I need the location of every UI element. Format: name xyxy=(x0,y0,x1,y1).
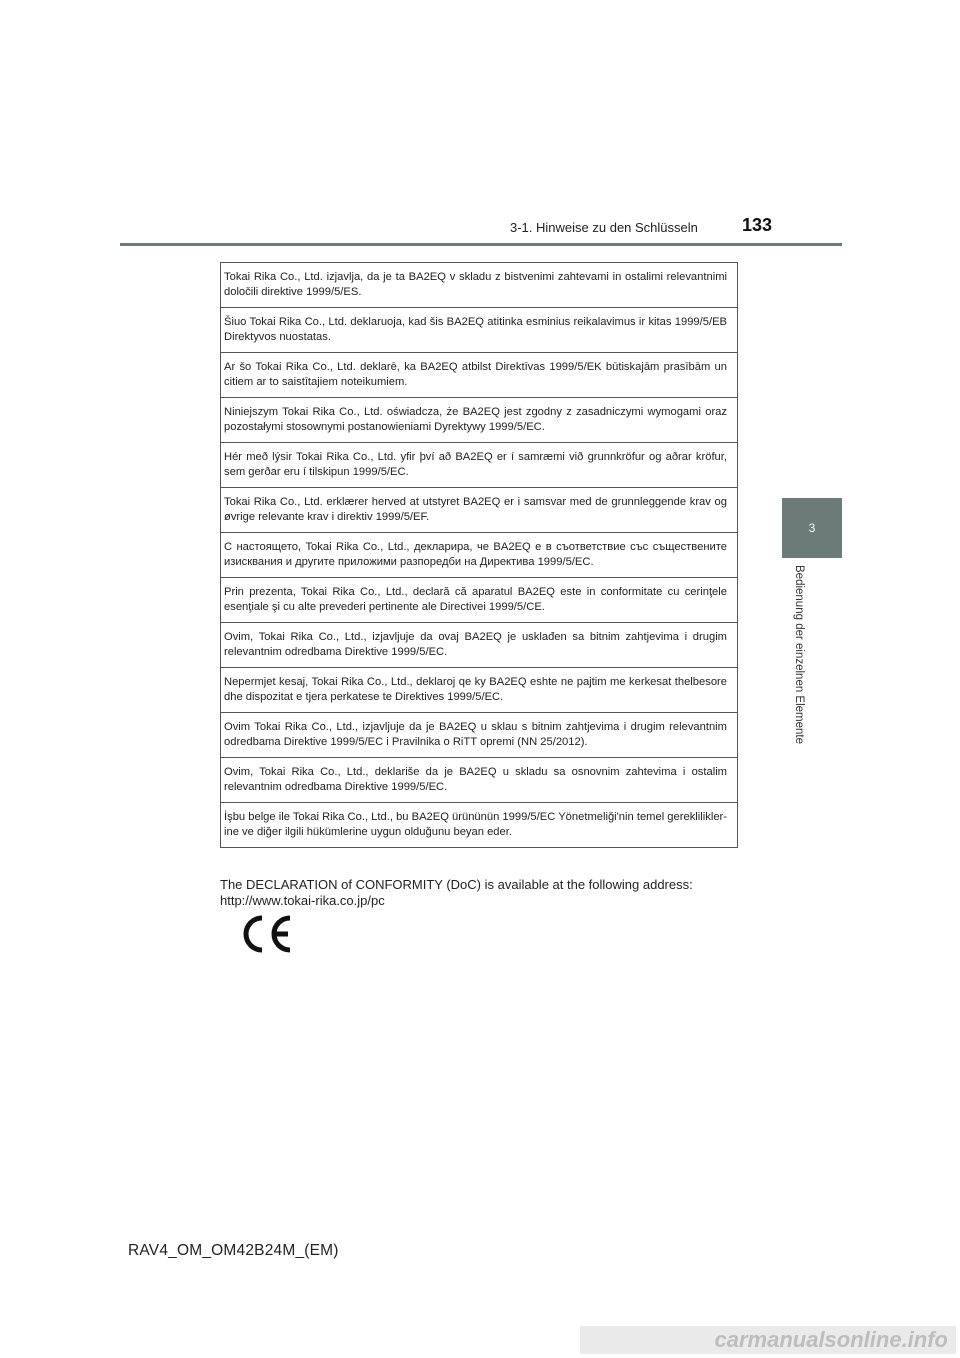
declaration-table xyxy=(220,262,738,848)
table-row xyxy=(221,398,738,443)
table-row xyxy=(221,668,738,713)
ce-mark-icon xyxy=(236,912,296,956)
table-row xyxy=(221,263,738,308)
declaration-cell: Nepermjet kesaj, Tokai Rika Co., Ltd., deklaroj qe ky BA2EQ eshte ne pajtim me kerkesat thelbesore dhe dispozitat e tjera perkatese te Direktives 1999/5/EC. xyxy=(221,668,738,713)
declaration-cell: Tokai Rika Co., Ltd. izjavlja, da je ta BA2EQ v skladu z bistvenimi zahtevami in ostalimi relevantnimi določili direktive 1999/5/ES. xyxy=(221,263,738,308)
declaration-cell: Šiuo Tokai Rika Co., Ltd. deklaruoja, kad šis BA2EQ atitinka esminius reikalavimus ir kitas 1999/5/EB Direktyvos nuostatas. xyxy=(221,308,738,353)
table-row xyxy=(221,758,738,803)
chapter-title: Bedienung der einzelnen Elemente xyxy=(793,565,805,745)
table-row xyxy=(221,623,738,668)
declaration-cell: С настоящето, Tokai Rika Co., Ltd., декларира, че BA2EQ е в съответствие със съществените изисквания и другите приложими разпоредби на Директива 1999/5/ЕС. xyxy=(221,533,738,578)
table-row xyxy=(221,803,738,848)
table-row xyxy=(221,713,738,758)
table-row xyxy=(221,578,738,623)
chapter-number: 3 xyxy=(808,521,816,535)
table-row xyxy=(221,308,738,353)
page-number: 133 xyxy=(742,215,773,235)
declaration-cell: Hér með lýsir Tokai Rika Co., Ltd. yfir því að BA2EQ er í samræmi við grunnkröfur og aðrar kröfur, sem gerðar eru í tilskipun 1999/5/EC. xyxy=(221,443,738,488)
declaration-cell: Tokai Rika Co., Ltd. erklærer herved at utstyret BA2EQ er i samsvar med de grunnleggende krav og øvrige relevante krav i direktiv 1999/5/EF. xyxy=(221,488,738,533)
declaration-cell: Niniejszym Tokai Rika Co., Ltd. oświadcza, że BA2EQ jest zgodny z zasadniczymi wymogami oraz pozostałymi stosownymi postanowieniami Dyrektywy 1999/5/EC. xyxy=(221,398,738,443)
declaration-cell: Prin prezenta, Tokai Rika Co., Ltd., declară că aparatul BA2EQ este in conformitate cu cerinţele esenţiale şi cu alte prevederi pertinente ale Directivei 1999/5/CE. xyxy=(221,578,738,623)
section-title: 3-1. Hinweise zu den Schlüsseln xyxy=(510,220,698,235)
chapter-tab xyxy=(782,498,842,558)
table-row xyxy=(221,353,738,398)
watermark xyxy=(580,1326,956,1354)
watermark-text: carmanualsonline.info xyxy=(714,1327,948,1352)
table-row xyxy=(221,533,738,578)
declaration-cell: Ovim Tokai Rika Co., Ltd., izjavljuje da je BA2EQ u sklau s bitnim zahtjevima i drugim relevantnim odredbama Direktive 1999/5/EC i Pravilnika o RiTT opremi (NN 25/2012). xyxy=(221,713,738,758)
header-divider xyxy=(120,243,842,246)
declaration-cell: Ovim, Tokai Rika Co., Ltd., izjavljuje da ovaj BA2EQ je usklađen sa bitnim zahtjevima i drugim relevantnim odredbama Direktive 1999/5/EC. xyxy=(221,623,738,668)
doc-note-text: The DECLARATION of CONFORMITY (DoC) is available at the following address: xyxy=(220,877,693,892)
doc-availability-note xyxy=(220,877,750,909)
declaration-cell: İşbu belge ile Tokai Rika Co., Ltd., bu BA2EQ ürününün 1999/5/EC Yönetmeliği'nin temel gerekliliklerine ve diğer ilgili hükümlerine uygun olduğunu beyan eder. xyxy=(221,803,738,848)
declaration-cell: Ar šo Tokai Rika Co., Ltd. deklarē, ka BA2EQ atbilst Direktīvas 1999/5/EK būtiskajām prasībām un citiem ar to saistītajiem noteikumiem. xyxy=(221,353,738,398)
declaration-cell: Ovim, Tokai Rika Co., Ltd., deklariše da je BA2EQ u skladu sa osnovnim zahtevima i ostalim relevantnim odredbama Direktive 1999/5/EC. xyxy=(221,758,738,803)
manual-code: RAV4_OM_OM42B24M_(EM) xyxy=(128,1242,339,1259)
doc-url[interactable]: http://www.tokai-rika.co.jp/pc xyxy=(220,893,385,908)
chapter-side-label xyxy=(793,565,805,765)
table-row xyxy=(221,488,738,533)
table-row xyxy=(221,443,738,488)
